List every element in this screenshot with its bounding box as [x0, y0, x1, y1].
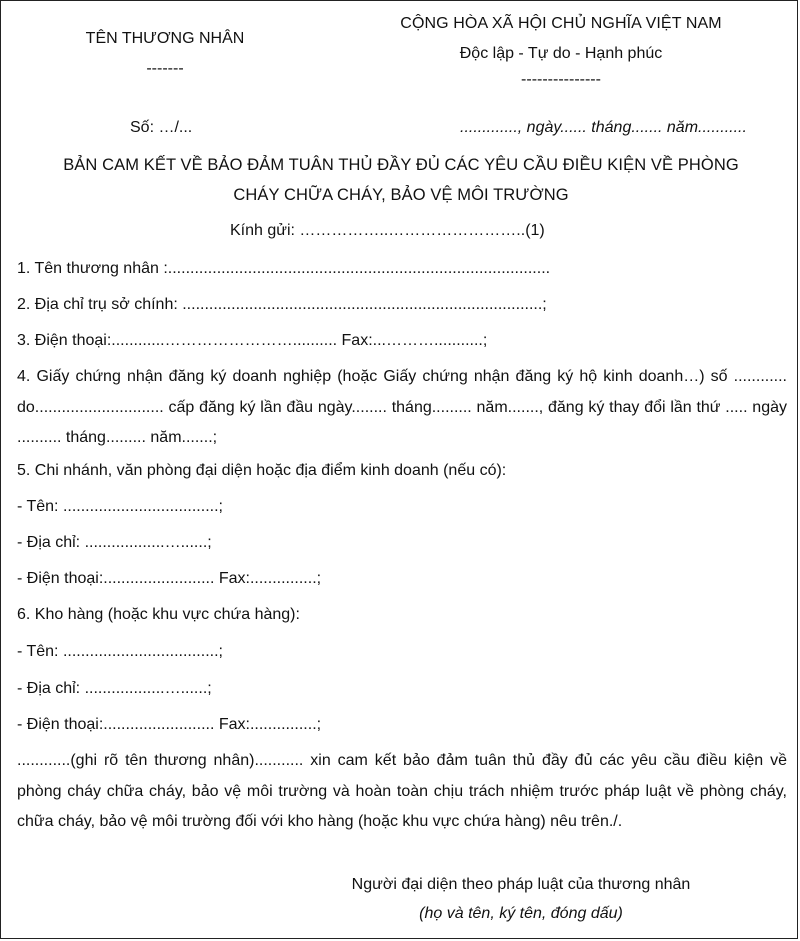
document-date: ............., ngày...... tháng....... năm........... — [460, 119, 747, 136]
signature-label: Người đại diện theo pháp luật của thương nhân — [351, 876, 691, 893]
warehouse-phone-fax: - Điện thoại:......................... Fax:...............; — [17, 716, 322, 733]
branch-phone-fax: - Điện thoại:......................... Fax:...............; — [17, 570, 322, 587]
national-title: CỘNG HÒA XÃ HỘI CHỦ NGHĨA VIỆT NAM — [400, 15, 722, 32]
signature-note: (họ và tên, ký tên, đóng dấu) — [419, 905, 623, 922]
branch-address: - Địa chỉ: ..................…......; — [17, 534, 212, 551]
national-header-rule: --------------- — [521, 71, 601, 88]
field-merchant-name: 1. Tên thương nhân :...................................................................................... — [17, 260, 551, 277]
field-head-office-address: 2. Địa chỉ trụ sở chính: .................................................................................; — [17, 296, 547, 313]
branch-name: - Tên: ...................................; — [17, 498, 223, 515]
field-business-certificate: 4. Giấy chứng nhận đăng ký doanh nghiệp (hoặc Giấy chứng nhận đăng ký hộ kinh doanh…) số ............ do............................. cấp đăng ký lần đầu ngày........ tháng......... năm......., đăng ký thay đổi lần thứ ..... ngày .......... tháng......... năm.......; — [17, 368, 787, 446]
warehouse-heading: 6. Kho hàng (hoặc khu vực chứa hàng): — [17, 606, 300, 623]
merchant-name-header: TÊN THƯƠNG NHÂN — [85, 30, 245, 47]
branch-heading: 5. Chi nhánh, văn phòng đại diện hoặc địa điểm kinh doanh (nếu có): — [17, 462, 507, 479]
document-title-line-1: BẢN CAM KẾT VỀ BẢO ĐẢM TUÂN THỦ ĐẦY ĐỦ CÁC YÊU CẦU ĐIỀU KIỆN VỀ PHÒNG — [63, 156, 739, 174]
warehouse-name: - Tên: ...................................; — [17, 643, 223, 660]
commitment-paragraph: ............(ghi rõ tên thương nhân)........... xin cam kết bảo đảm tuân thủ đầy đủ các yêu cầu điều kiện về phòng cháy chữa cháy, bảo vệ môi trường và hoàn toàn chịu trách nhiệm trước pháp luật về phòng cháy, chữa cháy, bảo vệ môi trường đối với kho hàng (hoặc khu vực chứa hàng) nêu trên./. — [17, 752, 787, 830]
recipient-line: Kính gửi: ……………..……………………..(1) — [230, 222, 545, 239]
document-title-line-2: CHÁY CHỮA CHÁY, BẢO VỆ MÔI TRƯỜNG — [233, 186, 569, 204]
warehouse-address: - Địa chỉ: ..................…......; — [17, 680, 212, 697]
document-number: Số: …/... — [130, 119, 193, 136]
merchant-header-rule: ------- — [146, 60, 184, 77]
field-phone-fax: 3. Điện thoại:............…………………….......... Fax:...………...........; — [17, 332, 488, 349]
national-motto: Độc lập - Tự do - Hạnh phúc — [459, 45, 663, 62]
